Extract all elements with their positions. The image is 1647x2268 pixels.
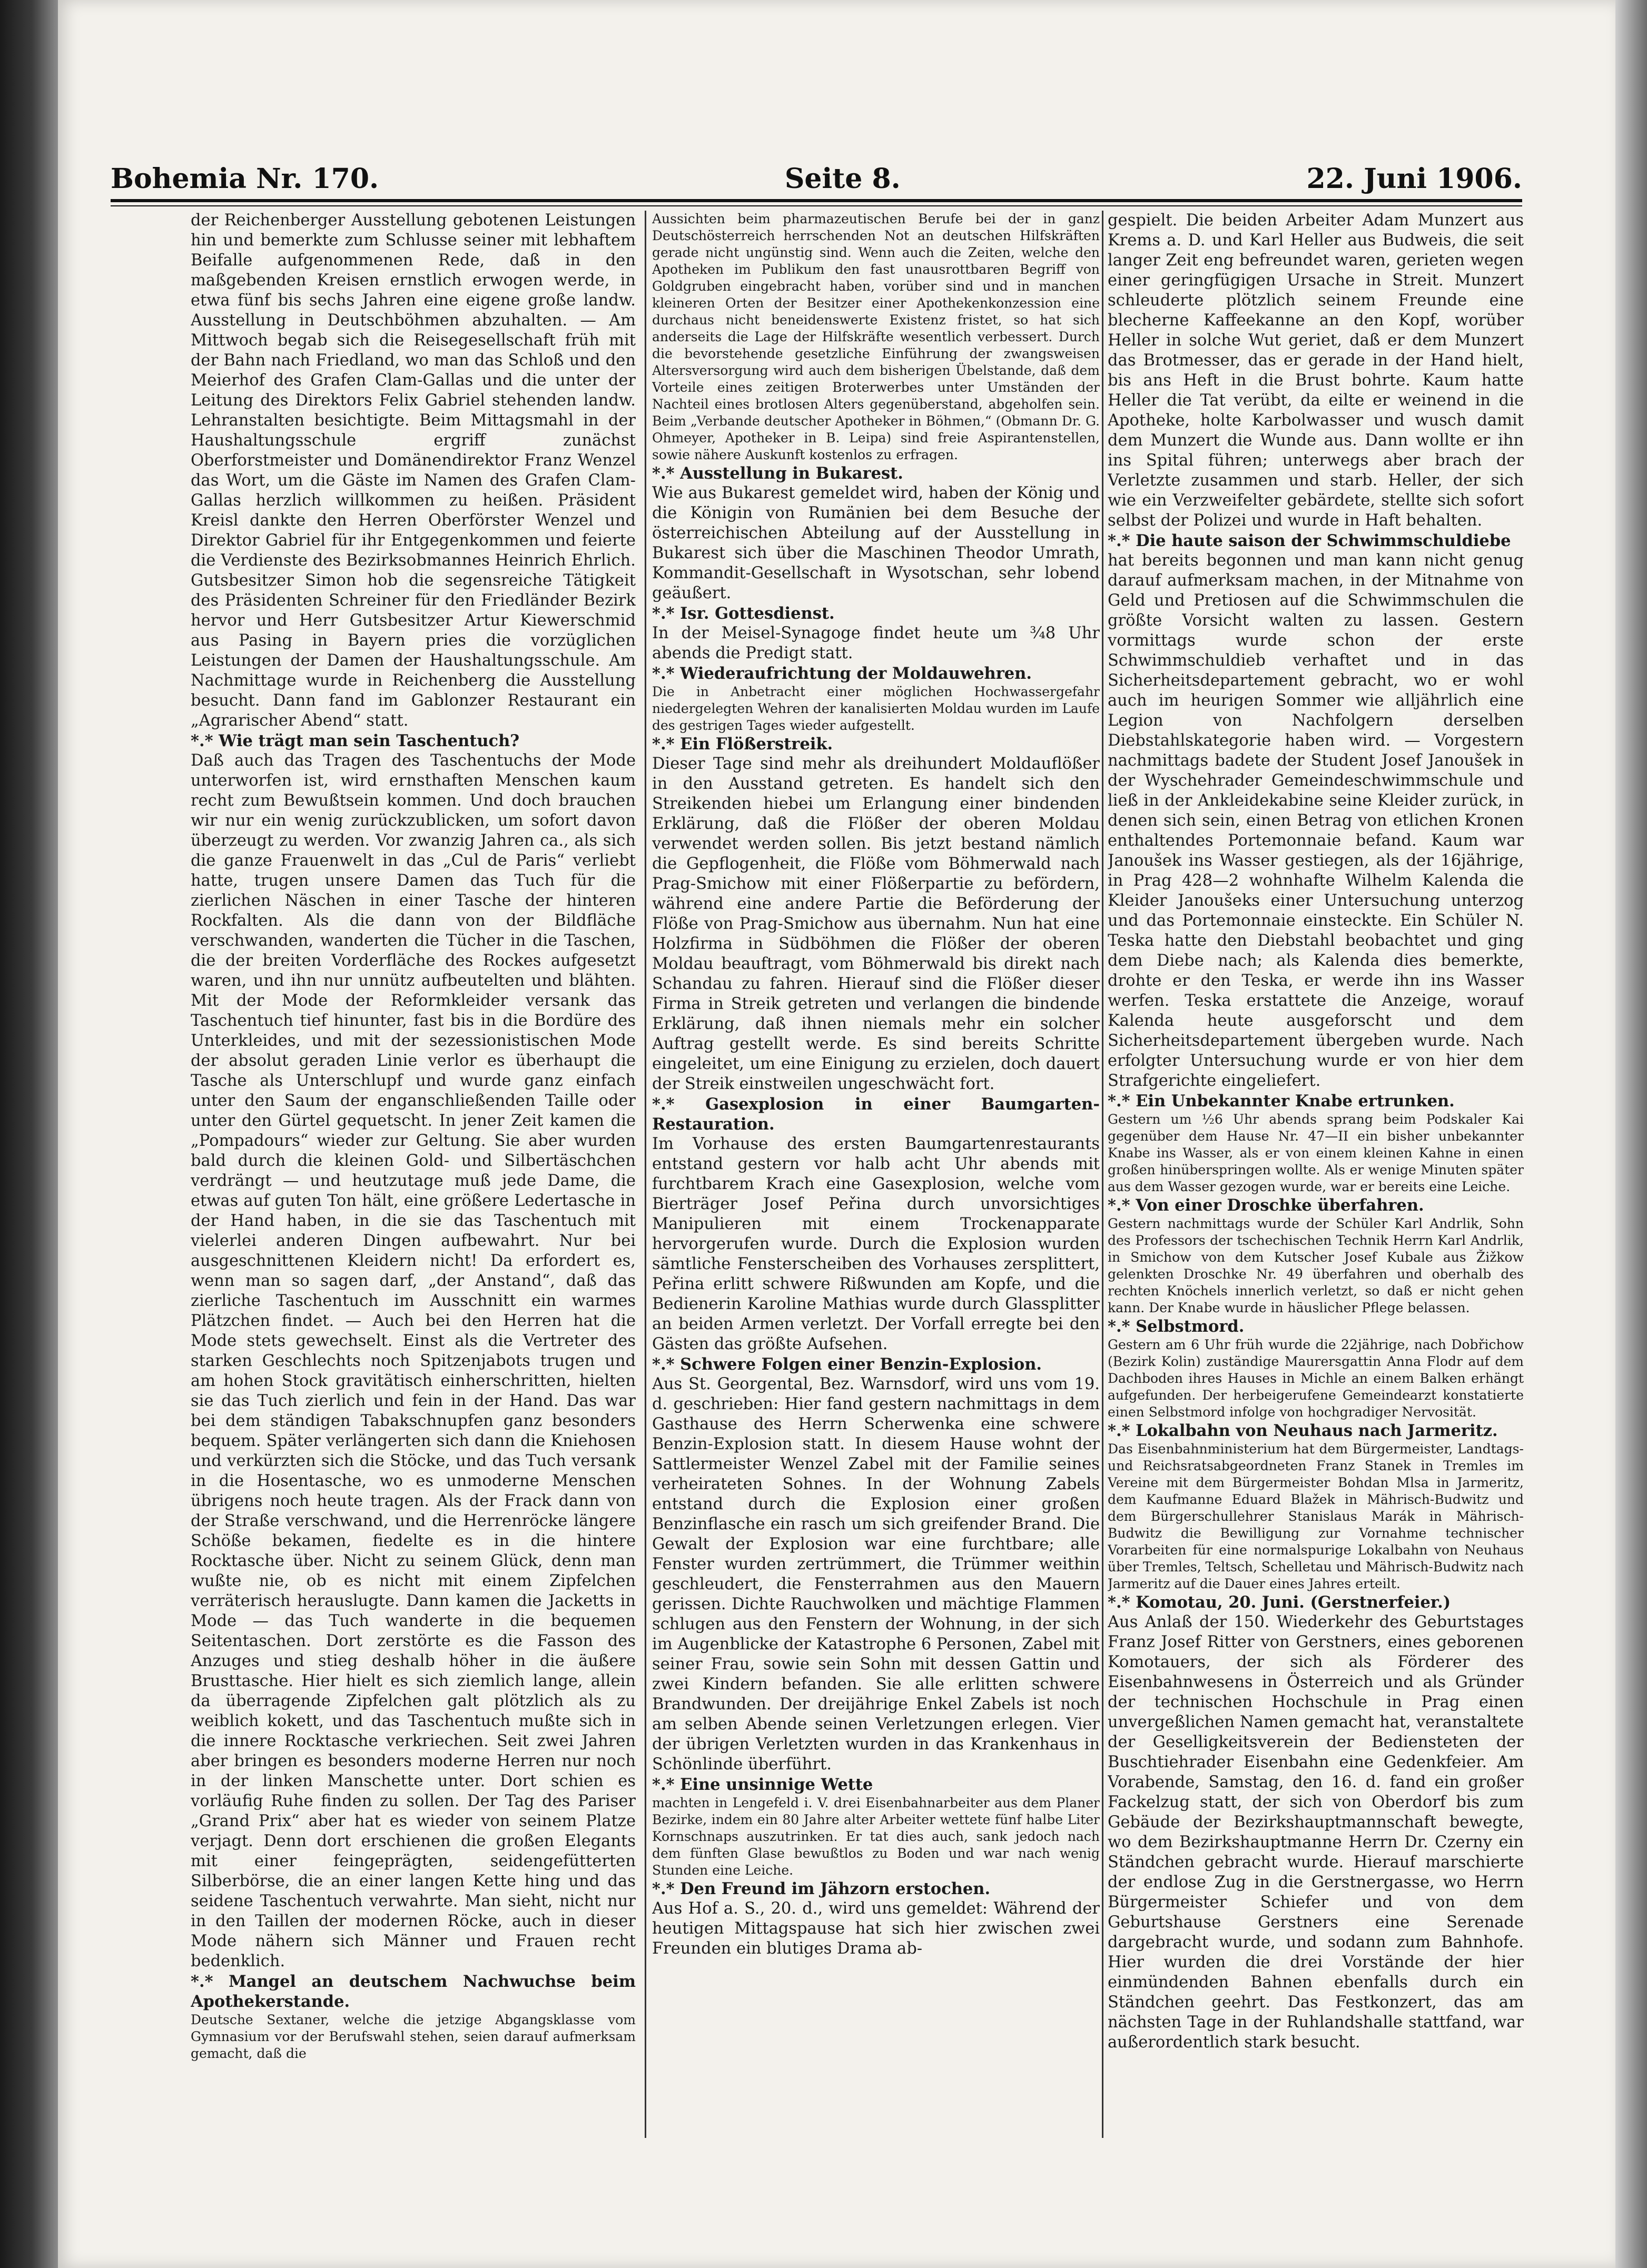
article-text: Aus Anlaß der 150. Wiederkehr des Geburtstages Franz Josef Ritter von Gerstners, eines geborenen Komotauers, der sich als Förderer des Eisenbahnwesens in Österreich und als Gründer der technischen Hochschule in Prag einen unvergeßlichen Namen gemacht hat, veranstaltete der Geselligkeitsverein der Bediensteten der Buschtiehrader Eisenbahn eine Gedenkfeier. Am Vorabende, Samstag, den 16. d. fand ein großer Fackelzug statt, der sich von Oberdorf bis zum Gebäude der Bezirkshauptmannschaft bewegte, wo dem Bezirkshauptmanne Herrn Dr. Czerny ein Ständchen gebracht wurde. Hierauf marschierte der endlose Zug in die Gerstnergasse, wo Herrn Bürgermeister Schiefer und von dem Geburtshause Gerstners eine Serenade dargebracht wurde, und sodann zum Bahnhofe. Hier wurden die drei Vorstände der hier einmündenden Bahnen ebenfalls durch ein Ständchen geehrt. Das Festkonzert, das am nächsten Tage in der Ruhlandshalle stattfand, war außerordentlich stark besucht. <box>1108 1613 1524 2052</box>
text-column-1 <box>191 211 636 2138</box>
article-headline: *.* Selbstmord. <box>1108 1317 1245 1336</box>
article-text: Aus St. Georgental, Bez. Warnsdorf, wird uns vom 19. d. geschrieben: Hier fand gestern nachmittags in dem Gasthause des Herrn Scherwenka eine schwere Benzin-Explosion statt. In diesem Hause wohnt der Sattlermeister Wenzel Zabel mit der Familie seines verheirateten Sohnes. In der Wohnung Zabels entstand durch die Explosion einer großen Benzinflasche ein rasch um sich greifender Brand. Die Gewalt der Explosion war eine furchtbare; alle Fenster wurden zertrümmert, die Trümmer weithin geschleudert, die Fensterrahmen aus den Mauern gerissen. Dichte Rauchwolken und mächtige Flammen schlugen aus den Fenstern der Wohnung, in der sich im Augenblicke der Katastrophe 6 Personen, Zabel mit seiner Frau, sowie sein Sohn mit dessen Gattin und zwei Kindern befanden. Sie alle erlitten schwere Brandwunden. Der dreijährige Enkel Zabels ist noch am selben Abende seinen Verletzungen erlegen. Vier der übrigen Verletzten wurden in das Krankenhaus in Schönlinde überführt. <box>652 1375 1100 1774</box>
column-divider <box>645 211 646 2138</box>
article-text-small: Die in Anbetracht einer möglichen Hochwassergefahr niedergelegten Wehren der kanalisierten Moldau wurden im Laufe des gestrigen Tages wieder aufgestellt. <box>652 684 1100 733</box>
article-text-small: machten in Lengefeld i. V. drei Eisenbahnarbeiter aus dem Planer Bezirke, indem ein 80 Jahre alter Arbeiter wettete fünf halbe Liter Kornschnaps auszutrinken. Er tat dies auch, sank jedoch nach dem fünften Glase bewußtlos zu Boden und war nach wenig Stunden eine Leiche. <box>652 1795 1100 1878</box>
article-headline: *.* Schwere Folgen einer Benzin-Explosion. <box>652 1355 1042 1374</box>
article-headline: *.* Ein Unbekannter Knabe ertrunken. <box>1108 1092 1455 1111</box>
article-headline: *.* Mangel an deutschem Nachwuchse beim Apothekerstande. <box>191 1972 636 2011</box>
article-text: der Reichenberger Ausstellung gebotenen Leistungen hin und bemerkte zum Schlusse seiner mit lebhaftem Beifalle aufgenommenen Rede, daß in den maßgebenden Kreisen ernstlich erwogen werde, in etwa fünf bis sechs Jahren eine eigene große landw. Ausstellung in Deutschböhmen abzuhalten. — Am Mittwoch begab sich die Reisegesellschaft früh mit der Bahn nach Friedland, wo man das Schloß und den Meierhof des Grafen Clam-Gallas und die unter der Leitung des Direktors Felix Gabriel stehenden landw. Lehranstalten besichtigte. Beim Mittagsmahl in der Haushaltungsschule ergriff zunächst Oberforstmeister und Domänendirektor Franz Wenzel das Wort, um die Gäste im Namen des Grafen Clam-Gallas herzlich willkommen zu heißen. Präsident Kreisl dankte den Herren Oberförster Wenzel und Direktor Gabriel für ihr Entgegenkommen und feierte die Verdienste des Bezirksobmannes Heinrich Ehrlich. Gutsbesitzer Simon hob die segensreiche Tätigkeit des Präsidenten Schreiner für den Friedländer Bezirk hervor und Herr Gutsbesitzer Artur Kiewerschmid aus Pasing in Bayern pries die vorzüglichen Leistungen der Damen der Haushaltungsschule. Am Nachmittage wurde in Reichenberg die Ausstellung besucht. Dann fand im Gablonzer Restaurant ein „Agrarischer Abend“ statt. <box>191 211 636 730</box>
page-header <box>111 158 1522 195</box>
article-headline: *.* Lokalbahn von Neuhaus nach Jarmeritz. <box>1108 1421 1498 1440</box>
article-text-small: Gestern nachmittags wurde der Schüler Karl Andrlik, Sohn des Professors der tschechischen Technik Herrn Karl Andrlik, in Smichow von dem Kutscher Josef Kubale aus Žižkow gelenkten Droschke Nr. 49 überfahren und oberhalb des rechten Knöchels innerlich verletzt, so daß er nicht gehen kann. Der Knabe wurde in häuslicher Pflege belassen. <box>1108 1216 1524 1315</box>
article-headline: *.* Komotau, 20. Juni. (Gerstnerfeier.) <box>1108 1593 1451 1612</box>
article-text-small: Das Eisenbahnministerium hat dem Bürgermeister, Landtags- und Reichsratsabgeordneten Franz Stanek in Tremles im Vereine mit dem Bürgermeister Bohdan Mlsa in Jarmeritz, dem Kaufmanne Eduard Blažek in Mährisch-Budwitz und dem Bürgerschullehrer Stanislaus Marák in Mährisch-Budwitz die Bewilligung zur Vornahme technischer Vorarbeiten für eine normalspurige Lokalbahn von Neuhaus über Tremles, Teltsch, Schelletau und Mährisch-Budwitz nach Jarmeritz auf die Dauer eines Jahres erteilt. <box>1108 1441 1524 1591</box>
header-rule <box>111 199 1522 202</box>
article-text-small: Aussichten beim pharmazeutischen Berufe bei der in ganz Deutschösterreich herrschenden Not an deutschen Hilfskräften gerade nicht ungünstig sind. Wenn auch die Zeiten, welche den Apotheken im Publikum den fast unausrottbaren Begriff von Goldgruben eingebracht haben, vorüber sind und in manchen kleineren Orten der Besitzer einer Apothekenkonzession eine durchaus nicht beneidenswerte Existenz fristet, so hat sich anderseits die Lage der Hilfskräfte wesentlich verbessert. Durch die bevorstehende gesetzliche Einführung der zwangsweisen Altersversorgung wird auch dem bisherigen Übelstande, daß dem Vorteile eines zeitigen Broterwerbes unter Umständen der Nachteil eines brotlosen Alters gegenüberstand, abgeholfen sein. Beim „Verbande deutscher Apotheker in Böhmen,“ (Obmann Dr. G. Ohmeyer, Apotheker in B. Leipa) sind freie Aspirantenstellen, sowie nähere Auskunft kostenlos zu erfragen. <box>652 211 1100 462</box>
article-headline: *.* Ein Flößerstreik. <box>652 735 833 754</box>
article-text: Wie aus Bukarest gemeldet wird, haben der König und die Königin von Rumänien bei dem Besuche der österreichischen Abteilung auf der Ausstellung in Bukarest sich über die Maschinen Theodor Umrath, Kommandit-Gesellschaft in Wysotschan, sehr lobend geäußert. <box>652 484 1100 602</box>
article-headline: *.* Gasexplosion in einer Baumgarten-Restauration. <box>652 1095 1100 1134</box>
article-headline: *.* Isr. Gottesdienst. <box>652 604 835 623</box>
article-text-small: Deutsche Sextaner, welche die jetzige Abgangsklasse vom Gymnasium vor der Berufswahl stehen, seien darauf aufmerksam gemacht, daß die <box>191 2012 636 2061</box>
article-text: gespielt. Die beiden Arbeiter Adam Munzert aus Krems a. D. und Karl Heller aus Budweis, die seit langer Zeit eng befreundet waren, gerieten wegen einer geringfügigen Ursache in Streit. Munzert schleuderte plötzlich seinem Freunde eine blecherne Kaffeekanne an den Kopf, worüber Heller in solche Wut geriet, daß er dem Munzert das Brotmesser, das er gerade in der Hand hielt, bis ans Heft in die Brust bohrte. Kaum hatte Heller die Tat verübt, da eilte er weinend in die Apotheke, holte Karbolwasser und wusch damit dem Munzert die Wunde aus. Dann wollte er ihn ins Spital führen; unterwegs aber brach der Verletzte zusammen und starb. Heller, der sich wie ein Verzweifelter gebärdete, stellte sich sofort selbst der Polizei und wurde in Haft behalten. <box>1108 211 1524 530</box>
article-text: In der Meisel-Synagoge findet heute um ¾8 Uhr abends die Predigt statt. <box>652 624 1100 662</box>
article-text: Dieser Tage sind mehr als dreihundert Moldauflößer in den Ausstand getreten. Es handelt sich den Streikenden hiebei um Erlangung einer bindenden Erklärung, daß die Flößer der oberen Moldau verwendet werden sollen. Bis jetzt bestand nämlich die Gepflogenheit, die Flöße vom Böhmerwald nach Prag-Smichow mit einer Flößerpartie zu befördern, während eine andere Partie die Beförderung der Flöße von Prag-Smichow aus übernahm. Nun hat eine Holzfirma in Südböhmen die Flößer der oberen Moldau beauftragt, vom Böhmerwald bis direkt nach Schandau zu fahren. Hierauf sind die Flößer dieser Firma in Streik getreten und verlangen die bindende Erklärung, daß ihnen niemals mehr ein solcher Auftrag gestellt werde. Es sind bereits Schritte eingeleitet, um eine Einigung zu erzielen, doch dauert der Streik einstweilen ungeschwächt fort. <box>652 755 1100 1093</box>
article-text: Daß auch das Tragen des Taschentuchs der Mode unterworfen ist, wird ernsthaften Menschen kaum recht zum Bewußtsein kommen. Und doch brauchen wir nur ein wenig zurückzublicken, um sofort davon überzeugt zu werden. Vor zwanzig Jahren ca., als sich die ganze Frauenwelt in das „Cul de Paris“ verliebt hatte, trugen unsere Damen das Tuch für die zierlichen Näschen in einer Tasche der hinteren Rockfalten. Als die dann von der Bildfläche verschwanden, wanderten die Tücher in die Taschen, die der breiten Vorderfläche des Rockes aufgesetzt waren, und ihn nur unnütz aufbeutelten und blähten. Mit der Mode der Reformkleider versank das Taschentuch tief hinunter, fast bis in die Bordüre des Unterkleides, und mit der sezessionistischen Mode der absolut geraden Linie verlor es überhaupt die Tasche als Unterschlupf und wurde ganz einfach unter den Saum der enganschließenden Taille oder unter den Gürtel gequetscht. In jener Zeit kamen die „Pompadours“ wieder zur Geltung. Sie aber wurden bald durch die kleinen Gold- und Silbertäschchen verdrängt — und heutzutage muß jede Dame, die etwas auf guten Ton hält, eine größere Ledertasche in der Hand haben, in die sie das Taschentuch mit vielerlei anderen Dingen aufbewahrt. Nur bei ausgeschnittenen Kleidern nicht! Da erfordert es, wenn man so sagen darf, „der Anstand“, daß das zierliche Taschentuch im Ausschnitt ein warmes Plätzchen findet. — Auch bei den Herren hat die Mode stets gewechselt. Einst als die Vertreter des starken Geschlechts noch Spitzenjabots trugen und am hohen Stock gravitätisch einherschritten, hielten sie das Tuch zierlich und fein in der Hand. Das war bei dem ständigen Tabakschnupfen ganz besonders bequem. Später verlängerten sich dann die Kniehosen und verkürzten sich die Stöcke, und das Tuch versank in die Hosentasche, wo es unmoderne Menschen übrigens noch heute tragen. Als der Frack dann von der Straße verschwand, und die Herrenröcke längere Schöße bekamen, fiedelte es in die hintere Rocktasche über. Nicht zu seinem Glück, denn man wußte nie, ob es nicht mit einem Zipfelchen verräterisch herauslugte. Dann kamen die Jacketts in Mode — das Tuch wanderte in die bequemen Seitentaschen. Dort zerstörte es die Fasson des Anzuges und stieg deshalb höher in die äußere Brusttasche. Hier hielt es sich ziemlich lange, allein da überragende Zipfelchen galt plötzlich als zu weiblich kokett, und das Taschentuch mußte sich in die innere Rocktasche verkriechen. Seit zwei Jahren aber bringen es besonders moderne Herren nur noch in der linken Manschette unter. Dort schien es vorläufig Ruhe finden zu sollen. Der Tag des Pariser „Grand Prix“ aber hat es wieder von seinem Platze verjagt. Denn dort erschienen die großen Elegants mit einer feingeprägten, seidengefütterten Silberbörse, die an einer langen Kette hing und das seidene Taschentuch verwahrte. Man sieht, nicht nur in den Taillen der modernen Röcke, auch in dieser Mode nähern sich Männer und Frauen recht bedenklich. <box>191 751 636 1970</box>
text-column-3 <box>1108 211 1524 2138</box>
scan-edge-right <box>1615 0 1647 2268</box>
article-headline: *.* Wiederaufrichtung der Moldauwehren. <box>652 664 1032 683</box>
header-rule-thin <box>111 205 1522 206</box>
article-headline: *.* Den Freund im Jähzorn erstochen. <box>652 1879 991 1898</box>
scan-edge-left <box>0 0 58 2268</box>
article-text: Aus Hof a. S., 20. d., wird uns gemeldet: Während der heutigen Mittagspause hat sich hier zwischen zwei Freunden ein blutiges Drama ab- <box>652 1899 1100 1958</box>
page-number: Seite 8. <box>784 163 901 195</box>
article-headline: *.* Ausstellung in Bukarest. <box>652 464 903 483</box>
masthead-issue: Bohemia Nr. 170. <box>111 163 379 195</box>
article-headline: *.* Wie trägt man sein Taschentuch? <box>191 731 520 750</box>
article-headline: *.* Die haute saison der Schwimmschuldiebe <box>1108 531 1511 550</box>
column-divider <box>1102 211 1103 2138</box>
article-headline: *.* Eine unsinnige Wette <box>652 1775 873 1794</box>
article-text: Im Vorhause des ersten Baumgartenrestaurants entstand gestern vor halb acht Uhr abends mit furchtbarem Krach eine Gasexplosion, welche vom Bierträger Josef Peřina durch unvorsichtiges Manipulieren mit einem Trockenapparate hervorgerufen wurde. Durch die Explosion wurden sämtliche Fensterscheiben des Vorhauses zersplittert, Peřina erlitt schwere Rißwunden am Kopfe, und die Bedienerin Karoline Mathias wurde durch Glassplitter an beiden Armen verletzt. Der Vorfall erregte bei den Gästen das größte Aufsehen. <box>652 1135 1100 1353</box>
article-text-small: Gestern um ½6 Uhr abends sprang beim Podskaler Kai gegenüber dem Hause Nr. 47—II ein bisher unbekannter Knabe ins Wasser, als er von einem kleinen Kahne in einen großen hinüberspringen wollte. Als er wenige Minuten später aus dem Wasser gezogen wurde, war er bereits eine Leiche. <box>1108 1112 1524 1194</box>
article-headline: *.* Von einer Droschke überfahren. <box>1108 1196 1424 1215</box>
article-text: hat bereits begonnen und man kann nicht genug darauf aufmerksam machen, in der Mitnahme von Geld und Pretiosen auf die Schwimmschulen die größte Vorsicht walten zu lassen. Gestern vormittags wurde schon der erste Schwimmschuldieb verhaftet und in das Sicherheitsdepartement gebracht, wo er wohl auch im heurigen Sommer wie alljährlich eine Legion von Nachfolgern derselben Diebstahlskategorie haben wird. — Vorgestern nachmittags badete der Student Josef Janoušek in der Wyschehrader Gemeindeschwimmschule und ließ in der Ankleidekabine seine Kleider zurück, in denen sich sein, einen Betrag von etlichen Kronen enthaltendes Portemonnaie befand. Kaum war Janoušek ins Wasser gestiegen, als der 16jährige, in Prag 428—2 wohnhafte Wilhelm Kalenda die Kleider Janoušeks einer Untersuchung unterzog und das Portemonnaie einsteckte. Ein Schüler N. Teska hatte den Diebstahl beobachtet und ging dem Diebe nach; als Kalenda dies bemerkte, drohte er den Teska, er werde ihn ins Wasser werfen. Teska erstattete die Anzeige, worauf Kalenda heute ausgeforscht und dem Sicherheitsdepartement übergeben wurde. Nach erfolgter Untersuchung wurde er von hier dem Strafgerichte eingeliefert. <box>1108 551 1524 1090</box>
article-text-small: Gestern am 6 Uhr früh wurde die 22jährige, nach Dobřichow (Bezirk Kolin) zuständige Maurersgattin Anna Flodr auf dem Dachboden ihres Hauses in Michle an einem Balken erhängt aufgefunden. Der herbeigerufene Gemeindearzt konstatierte einen Selbstmord infolge von hochgradiger Nervosität. <box>1108 1337 1524 1420</box>
issue-date: 22. Juni 1906. <box>1306 163 1522 195</box>
text-column-2 <box>652 211 1100 2138</box>
